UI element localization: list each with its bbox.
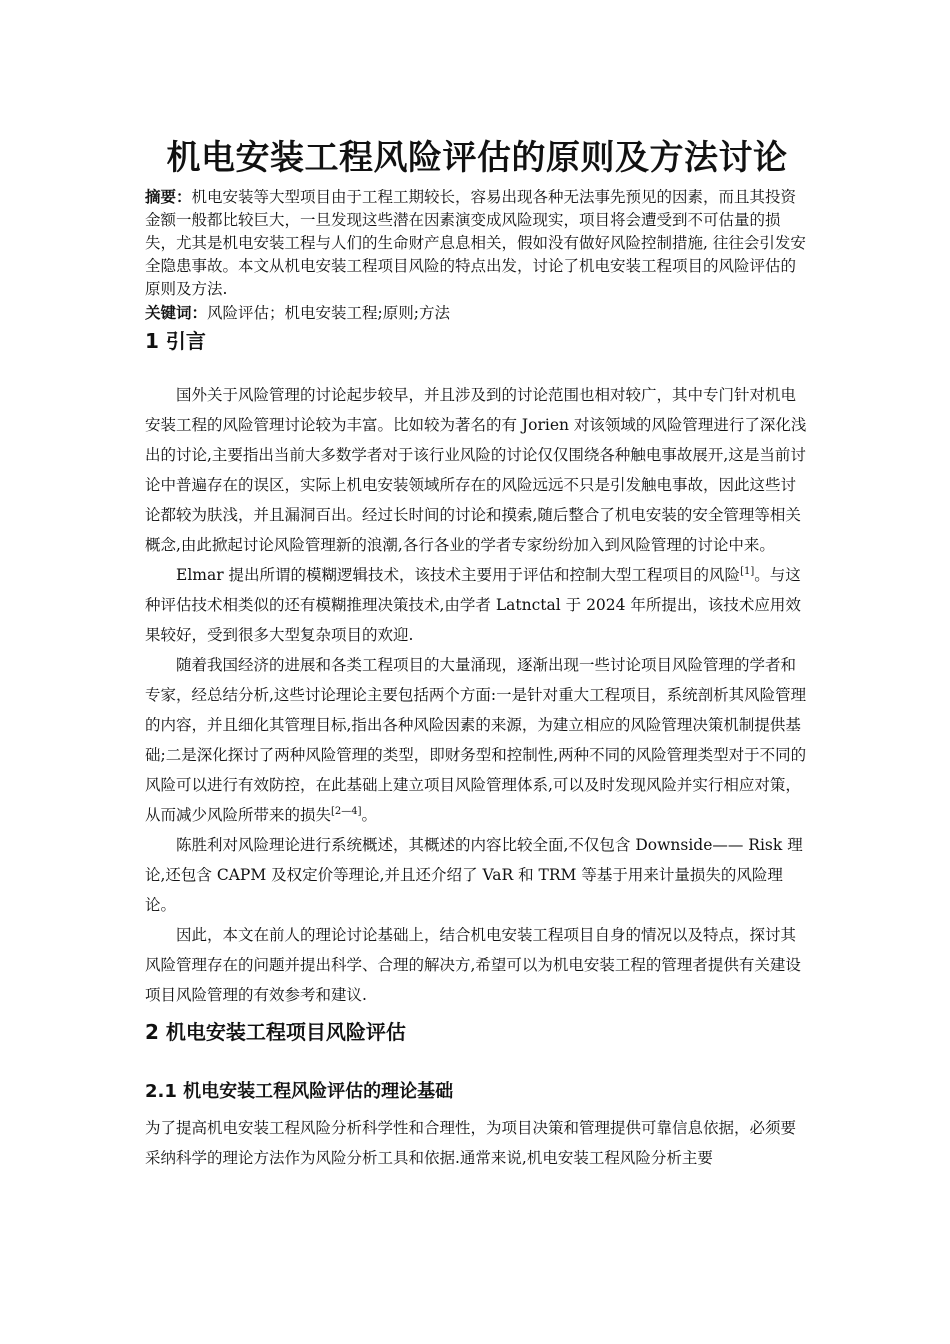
abstract-text: 机电安装等大型项目由于工程工期较长，容易出现各种无法事先预见的因素，而且其投资金额一般都比较巨大，一旦发现这些潜在因素演变成风险现实，项目将会遭受到不可估量的损失，尤其是机电安装工程与人们的生命财产息息相关，假如没有做好风险控制措施, 往往会引发安全隐患事故。本文从机电安装工程项目风险的特点出发，讨论了机电安装工程项目的风险评估的原则及方法. (145, 188, 806, 298)
section-2-1-heading: 2.1 机电安装工程风险评估的理论基础 (145, 1081, 454, 1102)
citation-2-4: [2—4] (331, 805, 362, 817)
keywords-text: 风险评估；机电安装工程;原则;方法 (207, 304, 450, 322)
keywords-label: 关键词： (145, 303, 208, 322)
section-1-heading: 1 引言 (145, 329, 206, 353)
paragraph-3-text-a: 随着我国经济的进展和各类工程项目的大量涌现，逐渐出现一些讨论项目风险管理的学者和专家，经总结分析,这些讨论理论主要包括两个方面:一是针对重大工程项目，系统剖析其风险管理的内容，并且细化其管理目标,指出各种风险因素的来源，为建立相应的风险管理决策机制提供基础;二是深化探讨了两种风险管理的类型，即财务型和控制性,两种不同的风险管理类型对于不同的风险可以进行有效防控，在此基础上建立项目风险管理体系,可以及时发现风险并实行相应对策，从而减少风险所带来的损失 (145, 656, 807, 824)
keywords (145, 301, 809, 325)
paragraph-2-text-b: 。与这种评估技术相类似的还有模糊推理决策技术,由学者 Latnctal 于 2024 年所提出，该技术应用效果较好，受到很多大型复杂项目的欢迎. (145, 566, 801, 644)
paragraph-2-text-a: Elmar 提出所谓的模糊逻辑技术，该技术主要用于评估和控制大型工程项目的风险 (176, 566, 741, 584)
section-2-heading: 2 机电安装工程项目风险评估 (145, 1020, 406, 1044)
section-2-1-paragraph-1: 为了提高机电安装工程风险分析科学性和合理性，为项目决策和管理提供可靠信息依据，必须要采纳科学的理论方法作为风险分析工具和依据.通常来说,机电安装工程风险分析主要 (145, 1119, 797, 1167)
citation-1: [1] (740, 565, 755, 577)
document-title: 机电安装工程风险评估的原则及方法讨论 (166, 138, 788, 178)
section-1-paragraph-4: 陈胜利对风险理论进行系统概述，其概述的内容比较全面,不仅包含 Downside—— Risk 理论,还包含 CAPM 及权定价等理论,并且还介绍了 VaR 和 TRM 等基于用来计量损失的风险理论。 (145, 836, 803, 914)
section-1-paragraph-1: 国外关于风险管理的讨论起步较早，并且涉及到的讨论范围也相对较广，其中专门针对机电安装工程的风险管理讨论较为丰富。比如较为著名的有 Jorien 对该领域的风险管理进行了深化浅出的讨论,主要指出当前大多数学者对于该行业风险的讨论仅仅围绕各种触电事故展开,这是当前讨论中普遍存在的误区，实际上机电安装领域所存在的风险远远不只是引发触电事故，因此这些讨论都较为肤浅，并且漏洞百出。经过长时间的讨论和摸索,随后整合了机电安装的安全管理等相关概念,由此掀起讨论风险管理新的浪潮,各行各业的学者专家纷纷加入到风险管理的讨论中来。 (145, 386, 807, 554)
abstract-label: 摘要： (145, 187, 192, 206)
abstract (145, 185, 809, 301)
section-1-paragraph-5: 因此，本文在前人的理论讨论基础上，结合机电安装工程项目自身的情况以及特点，探讨其风险管理存在的问题并提出科学、合理的解决方,希望可以为机电安装工程的管理者提供有关建设项目风险管理的有效参考和建议. (145, 926, 801, 1004)
document-page (145, 120, 809, 1173)
section-1-paragraph-3 (145, 650, 809, 830)
section-1-paragraph-2 (145, 560, 809, 650)
paragraph-3-text-b: 。 (361, 806, 378, 824)
